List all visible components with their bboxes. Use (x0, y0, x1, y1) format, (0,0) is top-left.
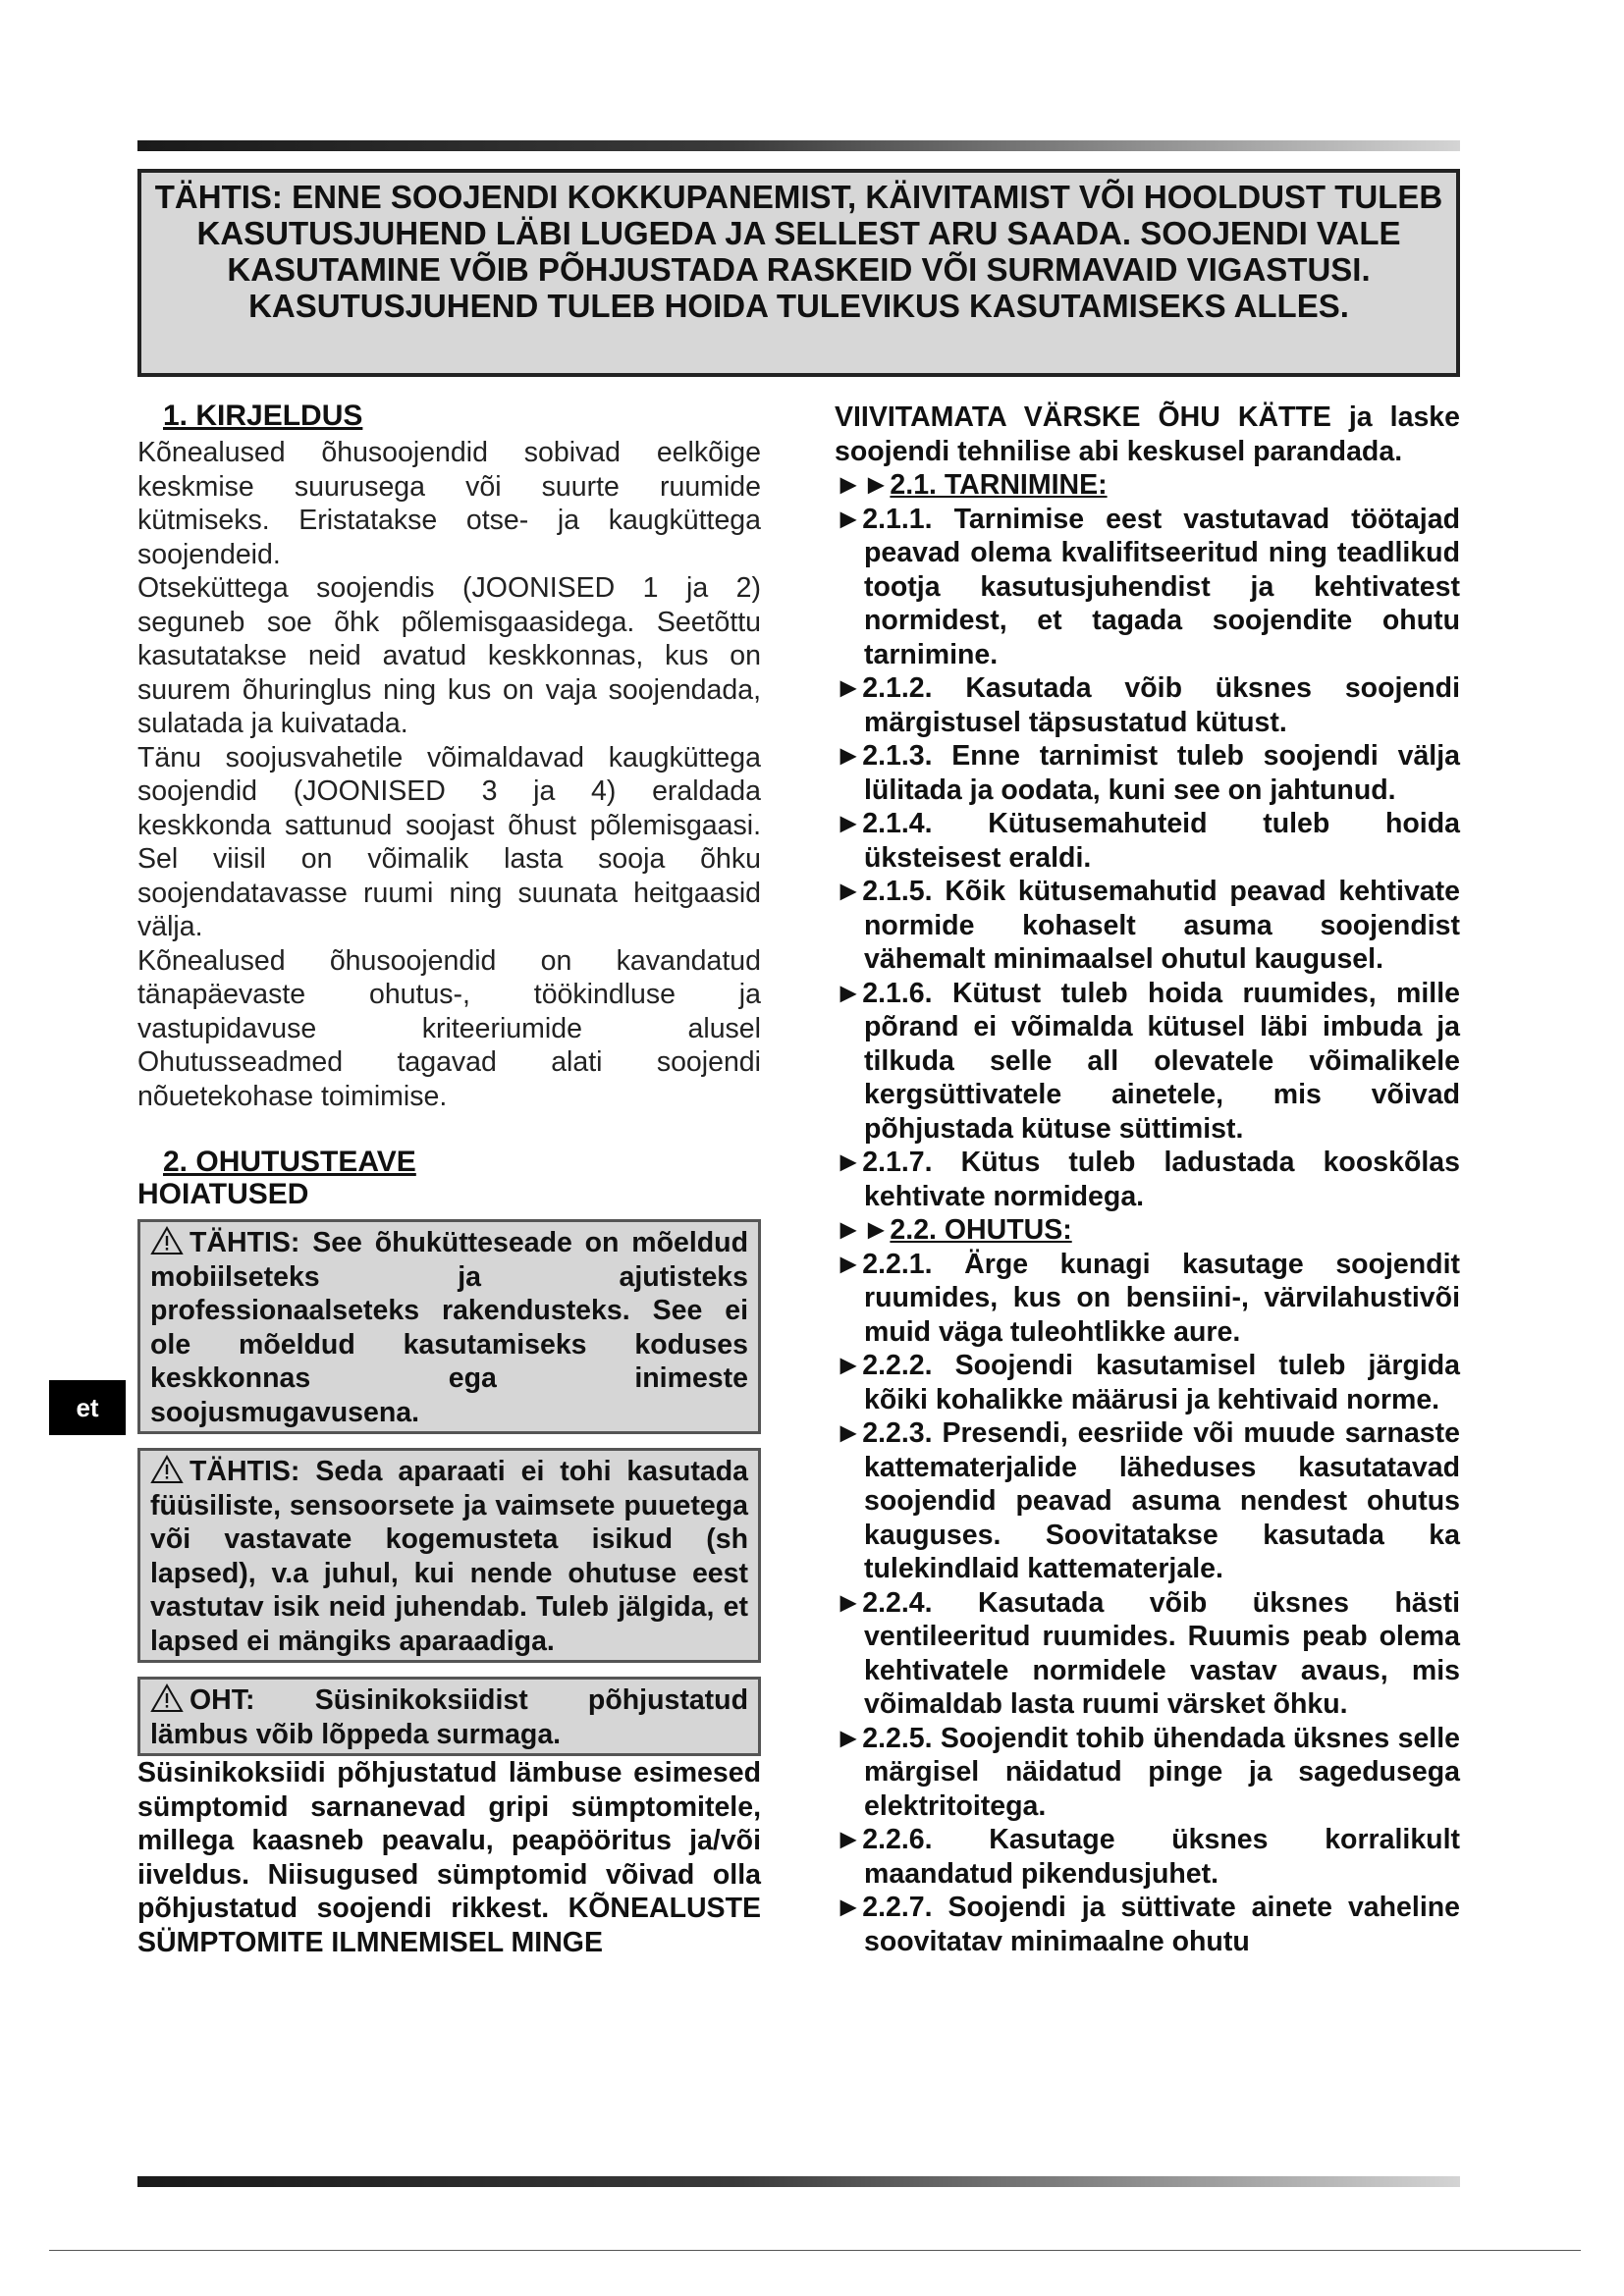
item-text: Tarnimise eest vastutavad töötajad peavad olema kvalifitseeritud ning teadlikud tootja kasutusjuhendist ja kehtivatest normidest, et tagada soojendite ohutu tarnimine. (864, 503, 1460, 670)
numbered-item (835, 1823, 1460, 1891)
numbered-item (835, 1146, 1460, 1213)
item-number: 2.2.5. (862, 1722, 941, 1754)
transport-list (835, 503, 1460, 1214)
numbered-item (835, 671, 1460, 739)
notice-box (137, 1677, 761, 1756)
top-divider (137, 140, 1460, 151)
item-number: 2.2.2. (862, 1350, 955, 1381)
double-arrow-icon: ►► (835, 469, 891, 501)
numbered-item (835, 1416, 1460, 1586)
item-text: Soojendi ja süttivate ainete vaheline soovitatav minimaalne ohutu (864, 1892, 1460, 1957)
numbered-item (835, 503, 1460, 672)
item-number: 2.2.1. (862, 1248, 965, 1280)
item-number: 2.1.6. (862, 977, 952, 1009)
item-number: 2.1.5. (862, 876, 946, 907)
arrow-icon: ► (835, 1147, 863, 1178)
arrow-icon: ► (835, 503, 863, 535)
arrow-icon: ► (835, 740, 863, 772)
item-text: Kütus tuleb ladustada kooskõlas kehtivate normidega. (864, 1147, 1460, 1212)
safety-heading-line (835, 1213, 1460, 1248)
item-text: Presendi, eesriide või muude sarnaste kattematerjalide läheduses kasutatavad soojendid peavad asuma nendest ohutus kauguses. Soovitatakse kasutada ka tulekindlaid kattematerjale. (864, 1417, 1460, 1584)
item-text: Enne tarnimist tuleb soojendi välja lülitada ja oodata, kuni see on jahtunud. (864, 740, 1460, 806)
item-text: Kasutada võib üksnes hästi ventileeritud ruumides. Ruumis peab olema kehtivatele normidele vastav avaus, mis võimaldab lasta ruumi värsket õhku. (864, 1586, 1460, 1720)
notice-text: OHT: Süsinikoksiidist põhjustatud lämbus võib lõppeda surmaga. (150, 1684, 748, 1750)
double-arrow-icon: ►► (835, 1214, 891, 1246)
item-number: 2.1.4. (862, 808, 989, 839)
arrow-icon: ► (835, 1722, 863, 1754)
item-number: 2.2.4. (862, 1586, 978, 1619)
item-text: Soojendi kasutamisel tuleb järgida kõiki kohalikke määrusi ja kehtivaid norme. (864, 1350, 1460, 1415)
arrow-icon: ► (835, 672, 863, 704)
top-warning-text: TÄHTIS: ENNE SOOJENDI KOKKUPANEMIST, KÄIVITAMIST VÕI HOOLDUST TULEB KASUTUSJUHEND LÄBI LUGEDA JA SELLEST ARU SAADA. SOOJENDI VALE KASUTAMINE VÕIB PÕHJUSTADA RASKEID VÕI SURMAVAID VIGASTUSI. KASUTUSJUHEND TULEB HOIDA TULEVIKUS KASUTAMISEKS ALLES. (154, 179, 1443, 324)
arrow-icon: ► (835, 1248, 863, 1280)
bottom-divider (137, 2176, 1460, 2187)
item-text: Soojendit tohib ühendada üksnes selle märgisel näidatud pinge ja sagedusega elektritoitega. (864, 1722, 1460, 1822)
item-number: 2.2.3. (862, 1417, 943, 1449)
numbered-item (835, 807, 1460, 875)
continuation-text: VIIVITAMATA VÄRSKE ÕHU KÄTTE ja laske soojendi tehnilise abi keskusel parandada. (835, 401, 1460, 467)
item-text: Kasutage üksnes korralikult maandatud pikendusjuhet. (864, 1824, 1460, 1890)
warning-triangle-icon (150, 1455, 184, 1484)
item-number: 2.1.1. (862, 503, 954, 535)
item-number: 2.1.3. (862, 740, 952, 772)
arrow-icon: ► (835, 808, 863, 839)
item-text: Ärge kunagi kasutage soojendit ruumides, kus on bensiini-, värvilahustivõi muid väga tuleohtlikke aure. (864, 1248, 1460, 1348)
section1-paragraph: Otseküttega soojendis (JOONISED 1 ja 2) seguneb soe õhk põlemisgaasidega. Seetõttu kasutatakse neid avatud keskkonnas, kus on suurem õhuringlus ning kus on vaja soojendada, sulatada ja kuivatada. (137, 572, 761, 739)
section2-subheading: HOIATUSED (137, 1178, 309, 1210)
notice-box (137, 1448, 761, 1663)
item-number: 2.2.6. (862, 1824, 990, 1855)
numbered-item (835, 1248, 1460, 1350)
language-tab (49, 1380, 126, 1435)
left-column (137, 400, 761, 1959)
notice-text: TÄHTIS: Seda aparaati ei tohi kasutada füüsiliste, sensoorsete ja vaimsete puuetega või vastavate kogemusteta isikud (sh lapsed), v.a juhul, kui nende ohutuse eest vastutav isik neid juhendab. Tuleb jälgida, et lapsed ei mängiks aparaadiga. (150, 1456, 748, 1657)
section1-paragraph: Kõnealused õhusoojendid sobivad eelkõige keskmise suurusega või suurte ruumide kütmiseks. Eristatakse otse- ja kaugküttega soojendeid. (137, 437, 761, 570)
language-tab-label: et (76, 1392, 99, 1422)
warning-triangle-icon (150, 1683, 184, 1713)
item-number: 2.2.7. (862, 1892, 948, 1923)
numbered-item (835, 1586, 1460, 1722)
section1-heading: 1. KIRJELDUS (163, 400, 363, 432)
numbered-item (835, 1722, 1460, 1824)
numbered-item (835, 875, 1460, 977)
co-symptoms-text: Süsinikoksiidi põhjustatud lämbuse esimesed sümptomid sarnanevad gripi sümptomitele, millega kaasneb peavalu, peapööritus ja/või iiveldus. Niisugused sümptomid võivad olla põhjustatud soojendi rikkest. KÕNEALUSTE SÜMPTOMITE ILMNEMISEL MINGE (137, 1757, 761, 1958)
notice-text: TÄHTIS: See õhukütteseade on mõeldud mobiilseteks ja ajutisteks professionaalseteks rakendusteks. See ei ole mõeldud kasutamiseks koduses keskkonnas ega inimeste soojusmugavusena. (150, 1227, 748, 1428)
item-text: Kõik kütusemahutid peavad kehtivate normide kohaselt asuma soojendist vähemalt minimaalsel ohutul kaugusel. (864, 876, 1460, 975)
arrow-icon: ► (835, 977, 863, 1009)
numbered-item (835, 739, 1460, 807)
right-column (835, 400, 1460, 1958)
transport-heading-line (835, 468, 1460, 503)
arrow-icon: ► (835, 1586, 863, 1619)
item-text: Kütust tuleb hoida ruumides, mille põrand ei võimalda kütusel läbi imbuda ja tilkuda selle all olevatele võimalikele kergsüttivatele ainetele, mis võivad põhjustada kütuse süttimist. (864, 977, 1460, 1145)
arrow-icon: ► (835, 876, 863, 907)
page-hairline (49, 2250, 1581, 2251)
safety-list (835, 1248, 1460, 1959)
notice-box (137, 1219, 761, 1434)
item-number: 2.1.2. (862, 672, 966, 704)
arrow-icon: ► (835, 1350, 863, 1381)
section1-paragraph: Kõnealused õhusoojendid on kavandatud tänapäevaste ohutus-, töökindluse ja vastupidavuse kriteeriumide alusel Ohutusseadmed tagavad alati soojendi nõuetekohase toimimise. (137, 944, 761, 1112)
numbered-item (835, 1891, 1460, 1958)
arrow-icon: ► (835, 1892, 863, 1923)
item-text: Kasutada võib üksnes soojendi märgistusel täpsustatud kütust. (864, 672, 1460, 738)
numbered-item (835, 1349, 1460, 1416)
arrow-icon: ► (835, 1417, 863, 1449)
arrow-icon: ► (835, 1824, 863, 1855)
section1-paragraph: Tänu soojusvahetile võimaldavad kaugküttega soojendid (JOONISED 3 ja 4) eraldada keskkonda sattunud soojast õhust põlemisgaasi. Sel viisil on võimalik lasta sooja õhku soojendatavasse ruumi ning suunata heitgaasid välja. (137, 741, 761, 942)
warning-triangle-icon (150, 1226, 184, 1255)
item-number: 2.1.7. (862, 1147, 961, 1178)
numbered-item (835, 977, 1460, 1147)
transport-heading: 2.1. TARNIMINE: (890, 469, 1108, 501)
item-text: Kütusemahuteid tuleb hoida üksteisest eraldi. (864, 808, 1460, 874)
section2-heading: 2. OHUTUSTEAVE (163, 1146, 416, 1178)
safety-heading: 2.2. OHUTUS: (890, 1214, 1072, 1246)
top-warning-box (137, 169, 1460, 377)
